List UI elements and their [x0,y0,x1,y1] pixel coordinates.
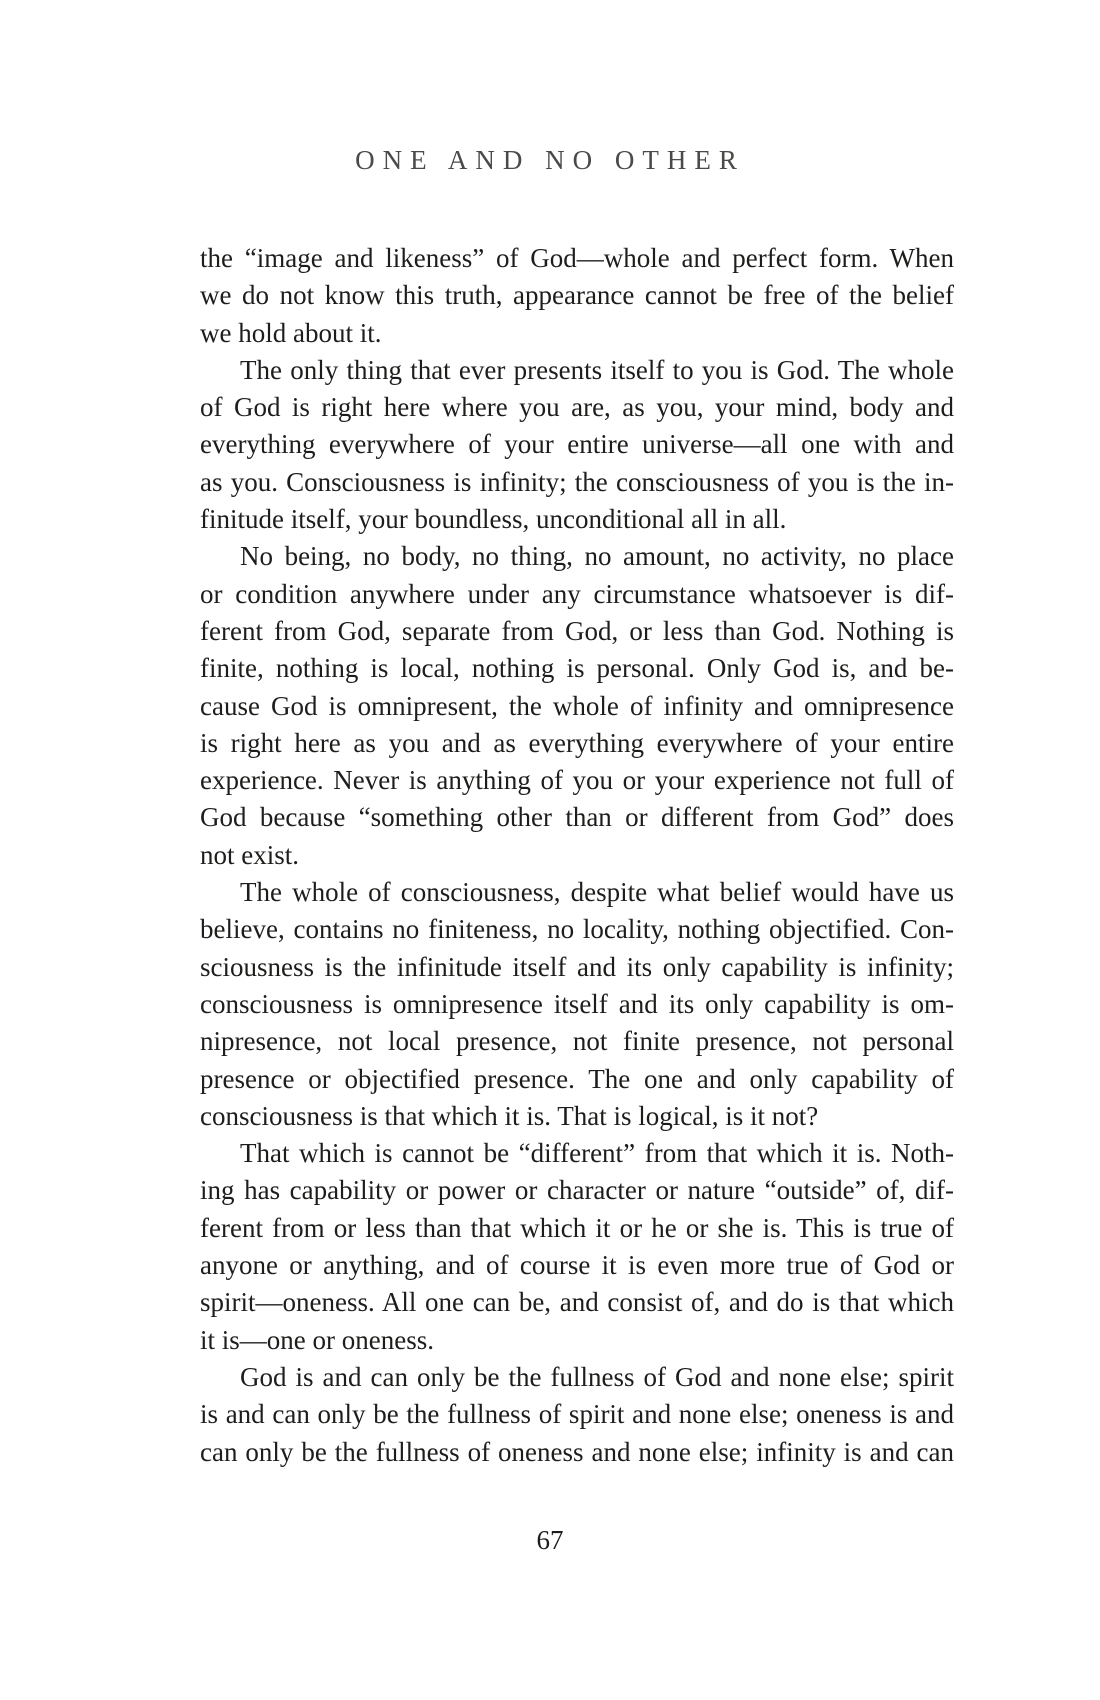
text-line: of God is right here where you are, as you, your mind, body and [200,392,954,423]
text-line: believe, contains no finiteness, no locality, nothing objectified. Con- [200,914,954,945]
text-line: it is—one or oneness. [200,1324,434,1355]
text-line: we hold about it. [200,317,382,348]
text-line: The only thing that ever presents itself to you is God. The whole [240,354,954,385]
paragraph-1 [200,240,954,352]
text-line: ferent from God, separate from God, or less than God. Nothing is [200,615,954,646]
text-line: is right here as you and as everything everywhere of your entire [200,727,954,758]
text-line: No being, no body, no thing, no amount, no activity, no place [240,541,954,572]
text-line: spirit—oneness. All one can be, and consist of, and do is that which [200,1287,954,1318]
text-line: nipresence, not local presence, not finite presence, not personal [200,1026,954,1057]
text-line: the “image and likeness” of God—whole and perfect form. When [200,243,954,273]
text-line: ing has capability or power or character or nature “outside” of, dif- [200,1175,954,1206]
text-line: experience. Never is anything of you or your experience not full of [200,765,954,796]
paragraph-3 [200,538,954,874]
text-line: consciousness is omnipresence itself and its only capability is om- [200,988,954,1019]
text-line: consciousness is that which it is. That is logical, is it not? [200,1100,819,1131]
running-head: ONE AND NO OTHER [355,145,745,175]
paragraph-6 [200,1359,954,1471]
text-line: ferent from or less than that which it or he or she is. This is true of [200,1212,954,1243]
text-line: can only be the fullness of oneness and none else; infinity is and can [200,1436,954,1467]
text-line: or condition anywhere under any circumstance whatsoever is dif- [200,578,954,609]
paragraph-5 [200,1135,954,1359]
page-number: 67 [536,1525,564,1555]
text-line: is and can only be the fullness of spirit and none else; oneness is and [200,1399,954,1430]
text-line: God because “something other than or different from God” does [200,802,954,833]
text-line: presence or objectified presence. The one and only capability of [200,1063,954,1094]
text-line: not exist. [200,839,299,870]
text-line: That which is cannot be “different” from that which it is. Noth- [240,1138,954,1169]
text-line: everything everywhere of your entire universe—all one with and [200,429,954,460]
paragraph-2 [200,352,954,538]
paragraph-4 [200,874,954,1135]
text-line: God is and can only be the fullness of God and none else; spirit [240,1361,954,1392]
text-line: finitude itself, your boundless, unconditional all in all. [200,504,787,535]
text-line: we do not know this truth, appearance cannot be free of the belief [200,280,954,311]
text-line: cause God is omnipresent, the whole of infinity and omnipresence [200,690,954,721]
text-line: as you. Consciousness is infinity; the consciousness of you is the in- [200,466,954,497]
text-line: sciousness is the infinitude itself and its only capability is infinity; [200,951,954,982]
text-line: finite, nothing is local, nothing is personal. Only God is, and be- [200,653,954,684]
text-line: anyone or anything, and of course it is even more true of God or [200,1250,954,1281]
body-text [200,240,954,1471]
text-line: The whole of consciousness, despite what belief would have us [240,877,954,908]
